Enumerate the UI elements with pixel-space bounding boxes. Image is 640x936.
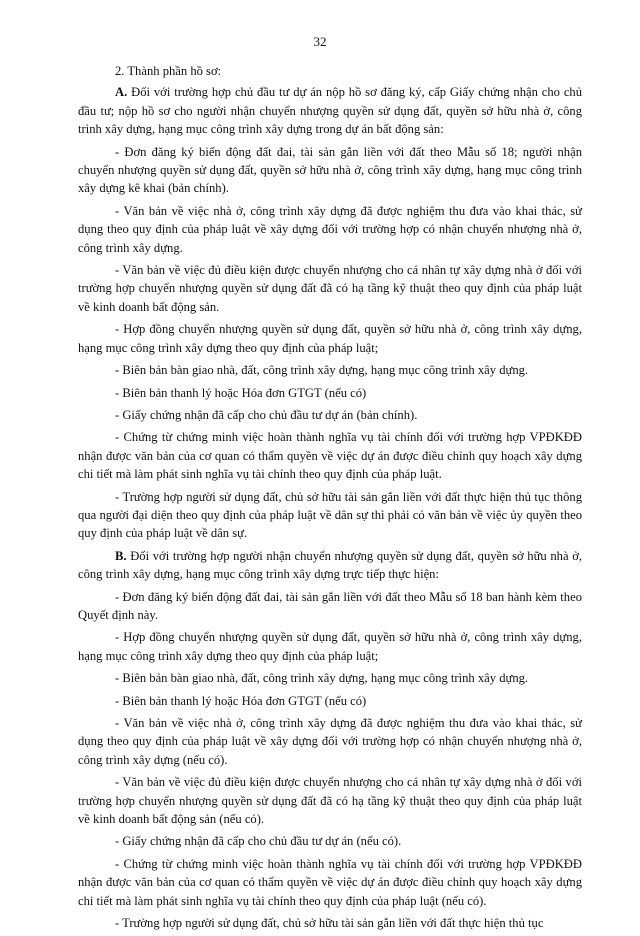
list-item (78, 320, 582, 357)
paragraph-text: - Biên bản thanh lý hoặc Hóa đơn GTGT (nếu có) (115, 385, 367, 400)
paragraph-text: - Biên bản bàn giao nhà, đất, công trình xây dựng, hạng mục công trình xây dựng. (115, 363, 529, 378)
paragraph-text: - Giấy chứng nhận đã cấp cho chủ đầu tư dự án (nếu có). (115, 834, 402, 849)
paragraph-text: Đối với trường hợp chủ đầu tư dự án nộp hồ sơ đăng ký, cấp Giấy chứng nhận cho chủ đầu tư; nộp hồ sơ cho người nhận chuyển nhượng quyền sử dụng đất, quyền sở hữu nhà ở, công trình xây dựng, hạng mục công trình xây dựng trong dự án bất động sản: (78, 85, 582, 137)
page-number: 32 (313, 34, 327, 49)
list-item (78, 384, 582, 402)
list-item (78, 773, 582, 828)
list-item (78, 855, 582, 910)
list-item (78, 914, 582, 932)
paragraph-text: - Đơn đăng ký biến động đất đai, tài sản gắn liền với đất theo Mẫu số 18; người nhận chuyển nhượng quyền sử dụng đất, quyền sở hữu nhà ở, công trình xây dựng, hạng mục công trình xây dựng kê khai (bản chính). (78, 144, 582, 196)
list-item (78, 143, 582, 198)
section-heading (78, 62, 582, 80)
list-item (78, 261, 582, 316)
paragraph-text: - Văn bản về việc nhà ở, công trình xây dựng đã được nghiệm thu đưa vào khai thác, sử dụng theo quy định của pháp luật về xây dựng đối với trường hợp có nhận chuyển nhượng nhà ở, công trình xây dựng. (78, 203, 582, 255)
paragraph-text: - Biên bản thanh lý hoặc Hóa đơn GTGT (nếu có) (115, 693, 367, 708)
section-label-paragraph (78, 547, 582, 584)
section-label-paragraph (78, 83, 582, 138)
list-item (78, 488, 582, 543)
paragraph-text: - Hợp đồng chuyển nhượng quyền sử dụng đất, quyền sở hữu nhà ở, công trình xây dựng, hạng mục công trình xây dựng theo quy định của pháp luật; (78, 630, 582, 663)
paragraph-text: - Văn bản về việc nhà ở, công trình xây dựng đã được nghiệm thu đưa vào khai thác, sử dụng theo quy định của pháp luật về xây dựng đối với trường hợp có nhận chuyển nhượng nhà ở, công trình xây dựng (nếu có). (78, 716, 582, 767)
paragraph-text: - Chứng từ chứng minh việc hoàn thành nghĩa vụ tài chính đối với trường hợp VPĐKĐĐ nhận được văn bản của cơ quan có thẩm quyền về việc dự án được điều chỉnh quy hoạch xây dựng chi tiết mà làm phát sinh nghĩa vụ tài chính theo quy định của pháp luật (nếu có). (78, 856, 582, 908)
list-item (78, 714, 582, 769)
list-item (78, 428, 582, 483)
list-item (78, 361, 582, 379)
paragraph-text: - Giấy chứng nhận đã cấp cho chủ đầu tư dự án (bản chính). (115, 407, 418, 422)
list-item (78, 669, 582, 687)
paragraph-text: 2. Thành phần hồ sơ: (115, 64, 222, 78)
paragraph-text: Đối với trường hợp người nhận chuyển nhượng quyền sử dụng đất, quyền sở hữu nhà ở, công trình xây dựng, hạng mục công trình xây dựng trực tiếp thực hiện: (78, 548, 582, 582)
paragraph-text: - Chứng từ chứng minh việc hoàn thành nghĩa vụ tài chính đối với trường hợp VPĐKĐĐ nhận được văn bản của cơ quan có thẩm quyền về việc dự án được điều chỉnh quy hoạch xây dựng chi tiết mà làm phát sinh nghĩa vụ tài chính theo quy định của pháp luật. (78, 430, 582, 482)
list-item (78, 406, 582, 424)
section-label: B. (115, 548, 127, 563)
list-item (78, 202, 582, 257)
paragraph-text: - Hợp đồng chuyển nhượng quyền sử dụng đất, quyền sở hữu nhà ở, công trình xây dựng, hạng mục công trình xây dựng theo quy định của pháp luật; (78, 322, 582, 355)
list-item (78, 628, 582, 665)
paragraph-text: - Biên bản bàn giao nhà, đất, công trình xây dựng, hạng mục công trình xây dựng. (115, 671, 529, 686)
section-label: A. (115, 85, 128, 100)
paragraph-text: - Đơn đăng ký biến động đất đai, tài sản gắn liền với đất theo Mẫu số 18 ban hành kèm theo Quyết định này. (78, 589, 582, 622)
document-body (78, 62, 582, 936)
list-item (78, 832, 582, 850)
paragraph-text: - Văn bản về việc đủ điều kiện được chuyển nhượng cho cá nhân tự xây dựng nhà ở đối với trường hợp chuyển nhượng quyền sử dụng đất đã có hạ tầng kỹ thuật theo quy định của pháp luật về kinh doanh bất động sản. (78, 263, 582, 314)
paragraph-text: - Trường hợp người sử dụng đất, chủ sở hữu tài sản gắn liền với đất thực hiện thủ tục thông qua người đại diện theo quy định của pháp luật về dân sự thì phải có văn bản về việc ủy quyền theo quy định của pháp luật về dân sự. (78, 489, 582, 541)
list-item (78, 692, 582, 710)
paragraph-text: - Trường hợp người sử dụng đất, chủ sở hữu tài sản gắn liền với đất thực hiện thủ tục (115, 916, 544, 931)
list-item (78, 588, 582, 625)
paragraph-text: - Văn bản về việc đủ điều kiện được chuyển nhượng cho cá nhân tự xây dựng nhà ở đối với trường hợp chuyển nhượng quyền sử dụng đất đã có hạ tầng kỹ thuật theo quy định của pháp luật về kinh doanh bất động sản (nếu có). (78, 775, 582, 827)
